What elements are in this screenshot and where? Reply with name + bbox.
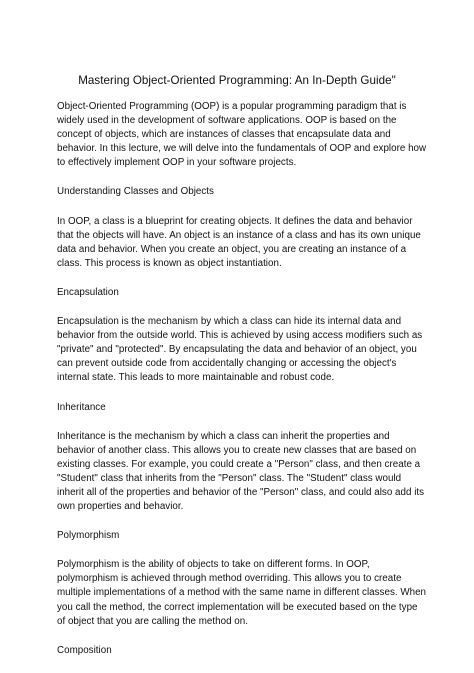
- section-paragraph-encapsulation: Encapsulation is the mechanism by which a class can hide its internal data and behavior from the outside world. This is achieved by using access modifiers such as "private" and "protected". By encapsulating the data and behavior of an object, you can prevent outside code from accidentally changing or accessing the object's internal state. This leads to more maintainable and robust code.: [57, 316, 423, 384]
- section-heading-classes-objects: Understanding Classes and Objects: [57, 186, 214, 198]
- section-paragraph-polymorphism: Polymorphism is the ability of objects to take on different forms. In OOP, polymorphism is achieved through method overriding. This allows you to create multiple implementations of a method with the same name in different classes. When you call the method, the correct implementation will be executed based on the type of object that you are calling the method on.: [57, 559, 427, 627]
- intro-paragraph: Object-Oriented Programming (OOP) is a popular programming paradigm that is widely used in the development of software applications. OOP is based on the concept of objects, which are instances of classes that encapsulate data and behavior. In this lecture, we will delve into the fundamentals of OOP and explore how to effectively implement OOP in your software projects.: [57, 101, 427, 169]
- section-paragraph-inheritance: Inheritance is the mechanism by which a class can inherit the properties and behavior of another class. This allows you to create new classes that are based on existing classes. For example, you could create a "Person" class, and then create a "Student" class that inherits from the "Person" class. The "Student" class would inherit all of the properties and behavior of the "Person" class, and could also add its own properties and behavior.: [57, 430, 425, 513]
- section-heading-inheritance: Inheritance: [57, 401, 106, 413]
- document-title: Mastering Object-Oriented Programming: An In-Depth Guide": [78, 74, 396, 87]
- section-paragraph-classes-objects: In OOP, a class is a blueprint for creating objects. It defines the data and behavior that the objects will have. An object is an instance of a class and has its own unique data and behavior. When you create an object, you are creating an instance of a class. This process is known as object instantiation.: [57, 215, 421, 269]
- document-body: [57, 100, 427, 673]
- section-heading-encapsulation: Encapsulation: [57, 286, 119, 298]
- section-heading-composition: Composition: [57, 644, 112, 656]
- section-heading-polymorphism: Polymorphism: [57, 530, 120, 542]
